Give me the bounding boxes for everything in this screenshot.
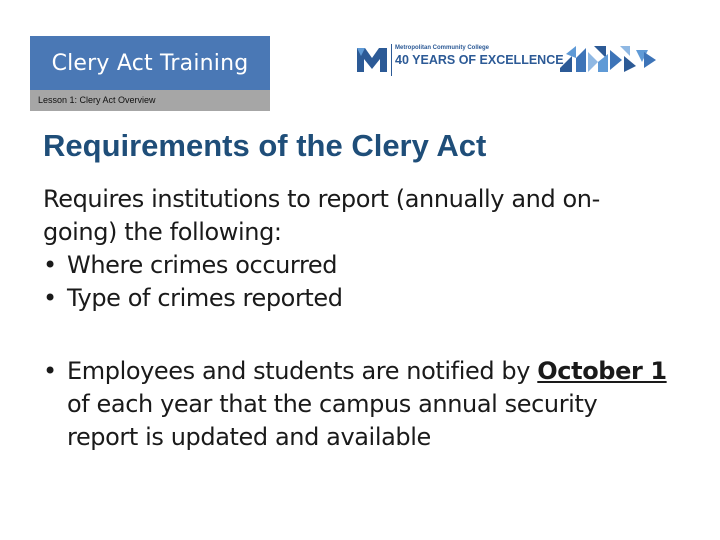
logo-tagline: 40 YEARS OF EXCELLENCE xyxy=(395,53,564,67)
logo-divider xyxy=(391,44,392,76)
logo-college-name: Metropolitan Community College xyxy=(395,45,490,51)
notice-text-after: of each year that the campus annual security report is updated and available xyxy=(67,390,598,451)
decorative-pattern-icon xyxy=(550,42,665,78)
course-title-text: Clery Act Training xyxy=(51,50,249,76)
notice-date: October 1 xyxy=(537,357,667,385)
list-item: • Where crimes occurred xyxy=(43,249,663,282)
lesson-label xyxy=(30,90,270,111)
spacer xyxy=(43,315,663,355)
mcc-logo-icon xyxy=(355,42,389,76)
slide-body xyxy=(43,183,667,454)
slide-heading: Requirements of the Clery Act xyxy=(43,128,487,163)
bullet-list xyxy=(43,249,663,315)
notice-text-before: Employees and students are notified by xyxy=(67,357,538,385)
notice-bullet xyxy=(43,355,667,454)
list-item: • Type of crimes reported xyxy=(43,282,663,315)
intro-paragraph: Requires institutions to report (annually and on-going) the following: xyxy=(43,185,600,246)
college-logo xyxy=(355,40,665,80)
course-title xyxy=(30,36,270,90)
lesson-label-text: Lesson 1: Clery Act Overview xyxy=(38,95,156,105)
